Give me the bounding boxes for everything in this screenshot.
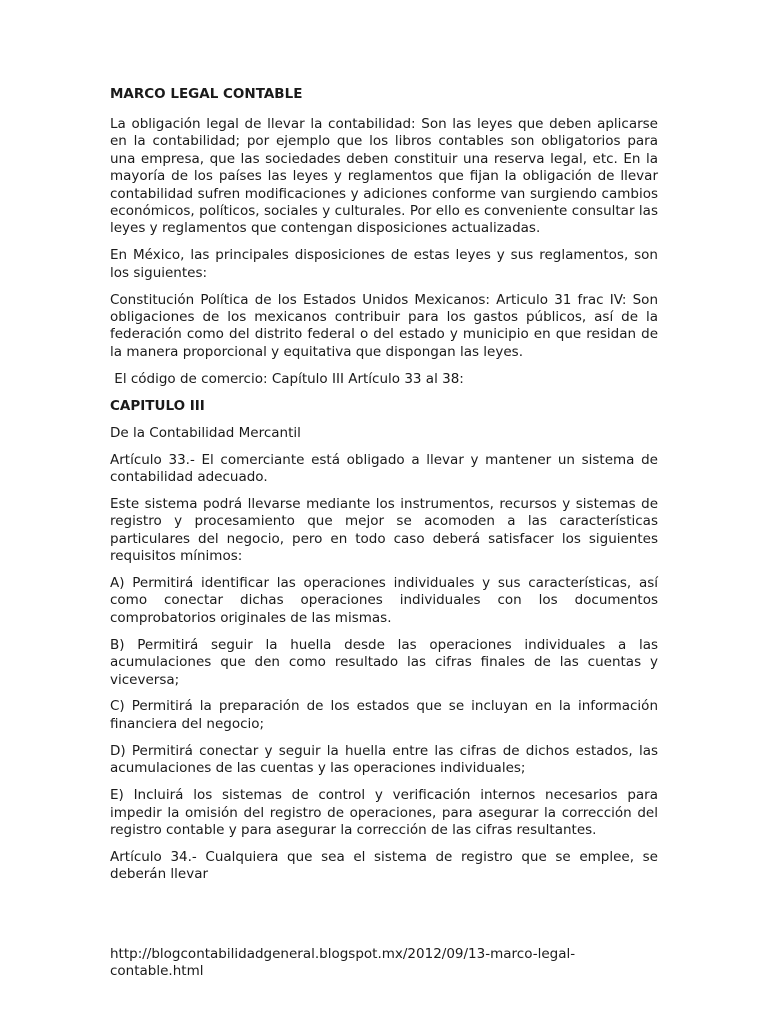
paragraph-obligacion-legal: La obligación legal de llevar la contabilidad: Son las leyes que deben aplicarse en la contabilidad; por ejemplo que los libros contables son obligatorios para una empresa, que las sociedades deben constituir una reserva legal, etc. En la mayoría de los países las leyes y reglamentos que fijan la obligación de llevar contabilidad sufren modificaciones y adiciones conforme van surgiendo cambios económicos, políticos, sociales y culturales. Por ello es conveniente consultar las leyes y reglamentos que contengan disposiciones actualizadas. [110,116,658,237]
document-body [110,86,658,893]
paragraph-requisito-e: E) Incluirá los sistemas de control y verificación internos necesarios para impedir la omisión del registro de operaciones, para asegurar la corrección del registro contable y para asegurar la corrección de las cifras resultantes. [110,787,658,838]
paragraph-requisito-b: B) Permitirá seguir la huella desde las operaciones individuales a las acumulaciones que den como resultado las cifras finales de las cuentas y viceversa; [110,636,658,688]
paragraph-mexico-disposiciones: En México, las principales disposiciones de estas leyes y sus reglamentos, son los siguientes: [110,247,658,281]
paragraph-requisito-d: D) Permitirá conectar y seguir la huella entre las cifras de dichos estados, las acumulaciones de las cuentas y las operaciones individuales; [110,742,658,777]
source-url-link[interactable]: http://blogcontabilidadgeneral.blogspot.mx/2012/09/13-marco-legal-contable.html [110,946,576,980]
paragraph-articulo-33: Artículo 33.- El comerciante está obligado a llevar y mantener un sistema de contabilidad adecuado. [110,451,658,485]
document-title: MARCO LEGAL CONTABLE [110,86,303,102]
paragraph-requisito-a: A) Permitirá identificar las operaciones individuales y sus características, así como conectar dichas operaciones individuales con los documentos comprobatorios originales de las mismas. [110,575,658,626]
paragraph-contabilidad-mercantil: De la Contabilidad Mercantil [110,424,301,441]
paragraph-constitucion: Constitución Política de los Estados Unidos Mexicanos: Articulo 31 frac IV: Son obligaciones de los mexicanos contribuir para los gastos públicos, así de la federación como del distrito federal o del estado y municipio en que residan de la manera proporcional y equitativa que dispongan las leyes. [110,291,658,360]
paragraph-articulo-34: Artículo 34.- Cualquiera que sea el sistema de registro que se emplee, se deberán llevar [110,848,658,883]
paragraph-requisito-c: C) Permitirá la preparación de los estados que se incluyan en la información financiera del negocio; [110,698,658,732]
chapter-heading: CAPITULO III [110,397,205,414]
paragraph-codigo-comercio: El código de comercio: Capítulo III Artículo 33 al 38: [110,370,464,387]
paragraph-sistema-registro: Este sistema podrá llevarse mediante los instrumentos, recursos y sistemas de registro y procesamiento que mejor se acomoden a las características particulares del negocio, pero en todo caso deberá satisfacer los siguientes requisitos mínimos: [110,495,658,565]
